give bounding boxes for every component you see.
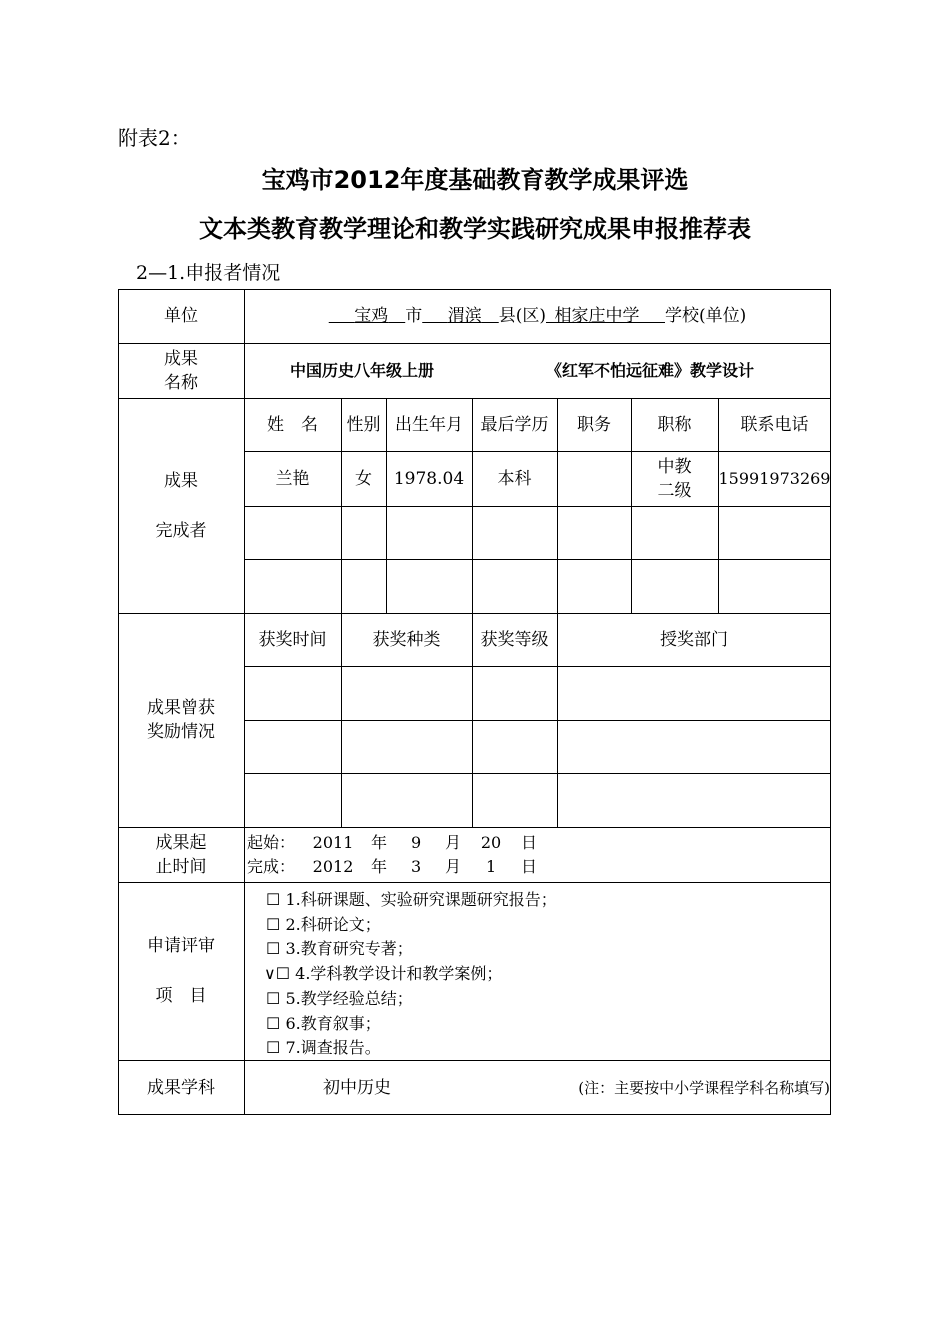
- period-label: [118, 827, 244, 882]
- checkbox-icon[interactable]: ☐: [266, 1038, 281, 1057]
- option-text: 6.教育叙事；: [285, 1014, 381, 1033]
- subject-note: (注：主要按中小学课程学科名称填写): [578, 1078, 830, 1097]
- unit-county: 渭滨: [447, 306, 482, 326]
- header-phone: 联系电话: [740, 414, 809, 435]
- period-start: [247, 831, 537, 855]
- option-text: 1.科研课题、实验研究课题研究报告；: [285, 890, 557, 909]
- unit-label: 单位: [164, 306, 198, 326]
- result-name-label: [118, 343, 244, 398]
- header-award-type: 获奖种类: [372, 629, 441, 650]
- header-education: 最后学历: [480, 414, 549, 435]
- label-line: 止时间: [155, 856, 207, 877]
- end-label: 完成：: [247, 857, 296, 876]
- completer-gender: 女: [355, 468, 372, 489]
- year-unit: 年: [371, 833, 388, 852]
- result-name-part2: 《红军不怕远征难》教学设计: [546, 360, 755, 380]
- row-divider: [244, 666, 831, 667]
- checkbox-icon[interactable]: ☐: [266, 915, 281, 934]
- end-year: 2012: [312, 857, 354, 876]
- unit-school-suffix: 学校(单位): [665, 306, 747, 326]
- completer-phone: 15991973269: [718, 468, 831, 488]
- unit-value: [244, 289, 831, 343]
- unit-school: 相家庄中学: [554, 306, 640, 326]
- form-title-line2: 文本类教育教学理论和教学实践研究成果申报推荐表: [199, 215, 751, 243]
- completer-education: 本科: [497, 468, 532, 489]
- result-name-part1: 中国历史八年级上册: [290, 360, 435, 380]
- row-divider: [244, 720, 831, 721]
- header-gender: 性别: [346, 414, 381, 435]
- option-text: 2.科研论文；: [285, 915, 381, 934]
- day-unit: 日: [521, 833, 538, 852]
- awards-label: [118, 613, 244, 827]
- review-option[interactable]: [266, 986, 413, 1009]
- label-line: 申请评审: [147, 936, 215, 956]
- completer-birth: 1978.04: [393, 468, 465, 489]
- month-unit: 月: [445, 857, 462, 876]
- title-line: 二级: [657, 480, 692, 501]
- completer-position: [557, 451, 631, 506]
- header-birth: 出生年月: [395, 414, 463, 435]
- unit-city: 宝鸡: [354, 306, 389, 326]
- month-unit: 月: [445, 833, 462, 852]
- start-year: 2011: [312, 833, 354, 852]
- review-label: [118, 882, 244, 1060]
- label-line: 名称: [164, 372, 198, 393]
- header-award-level: 获奖等级: [480, 629, 549, 650]
- checked-checkbox-icon[interactable]: ∨☐: [264, 964, 291, 983]
- day-unit: 日: [521, 857, 538, 876]
- row-divider: [244, 506, 831, 507]
- label-line: 奖励情况: [147, 722, 215, 742]
- header-award-dept: 授奖部门: [660, 629, 728, 650]
- title-line: 中教: [657, 456, 692, 477]
- option-text: 5.教学经验总结；: [285, 989, 413, 1008]
- row-divider: [244, 559, 831, 560]
- label-line: 成果: [164, 348, 198, 369]
- label-line: 成果: [164, 470, 198, 491]
- section-heading: 2—1.申报者情况: [136, 262, 281, 284]
- header-position: 职务: [577, 414, 611, 435]
- end-day: 1: [485, 857, 497, 876]
- period-end: [247, 855, 537, 879]
- checkbox-icon[interactable]: ☐: [266, 890, 281, 909]
- row-divider: [244, 773, 831, 774]
- form-title-line1: 宝鸡市2012年度基础教育教学成果评选: [261, 166, 689, 194]
- review-option[interactable]: [266, 887, 557, 910]
- start-month: 9: [410, 833, 422, 852]
- review-option[interactable]: [266, 912, 381, 935]
- option-text: 7.调查报告。: [285, 1038, 381, 1057]
- label-line: 成果曾获: [147, 698, 215, 718]
- review-option[interactable]: [266, 1011, 381, 1034]
- checkbox-icon[interactable]: ☐: [266, 989, 281, 1008]
- subject-label: 成果学科: [147, 1077, 215, 1098]
- completer-name: 兰艳: [275, 468, 310, 489]
- review-option[interactable]: [266, 1035, 381, 1058]
- label-line: 完成者: [155, 520, 207, 541]
- checkbox-icon[interactable]: ☐: [266, 939, 281, 958]
- year-unit: 年: [371, 857, 388, 876]
- option-text: 3.教育研究专著；: [285, 939, 413, 958]
- completer-title: [631, 451, 718, 506]
- start-day: 20: [480, 833, 502, 852]
- label-line: 项 目: [155, 986, 207, 1006]
- unit-city-suffix: 市: [405, 306, 423, 326]
- header-title: 职称: [657, 414, 692, 435]
- review-option[interactable]: [264, 961, 502, 984]
- unit-county-suffix: 县(区): [498, 306, 546, 326]
- option-text: 4.学科教学设计和教学案例；: [295, 964, 503, 983]
- appendix-label: 附表2：: [118, 126, 191, 150]
- end-month: 3: [410, 857, 422, 876]
- review-option[interactable]: [266, 936, 413, 959]
- checkbox-icon[interactable]: ☐: [266, 1014, 281, 1033]
- completers-label: [118, 398, 244, 613]
- header-name: 姓 名: [267, 414, 318, 435]
- subject-value: 初中历史: [323, 1077, 391, 1098]
- start-label: 起始：: [247, 833, 296, 852]
- label-line: 成果起: [155, 832, 207, 853]
- header-award-time: 获奖时间: [258, 629, 327, 650]
